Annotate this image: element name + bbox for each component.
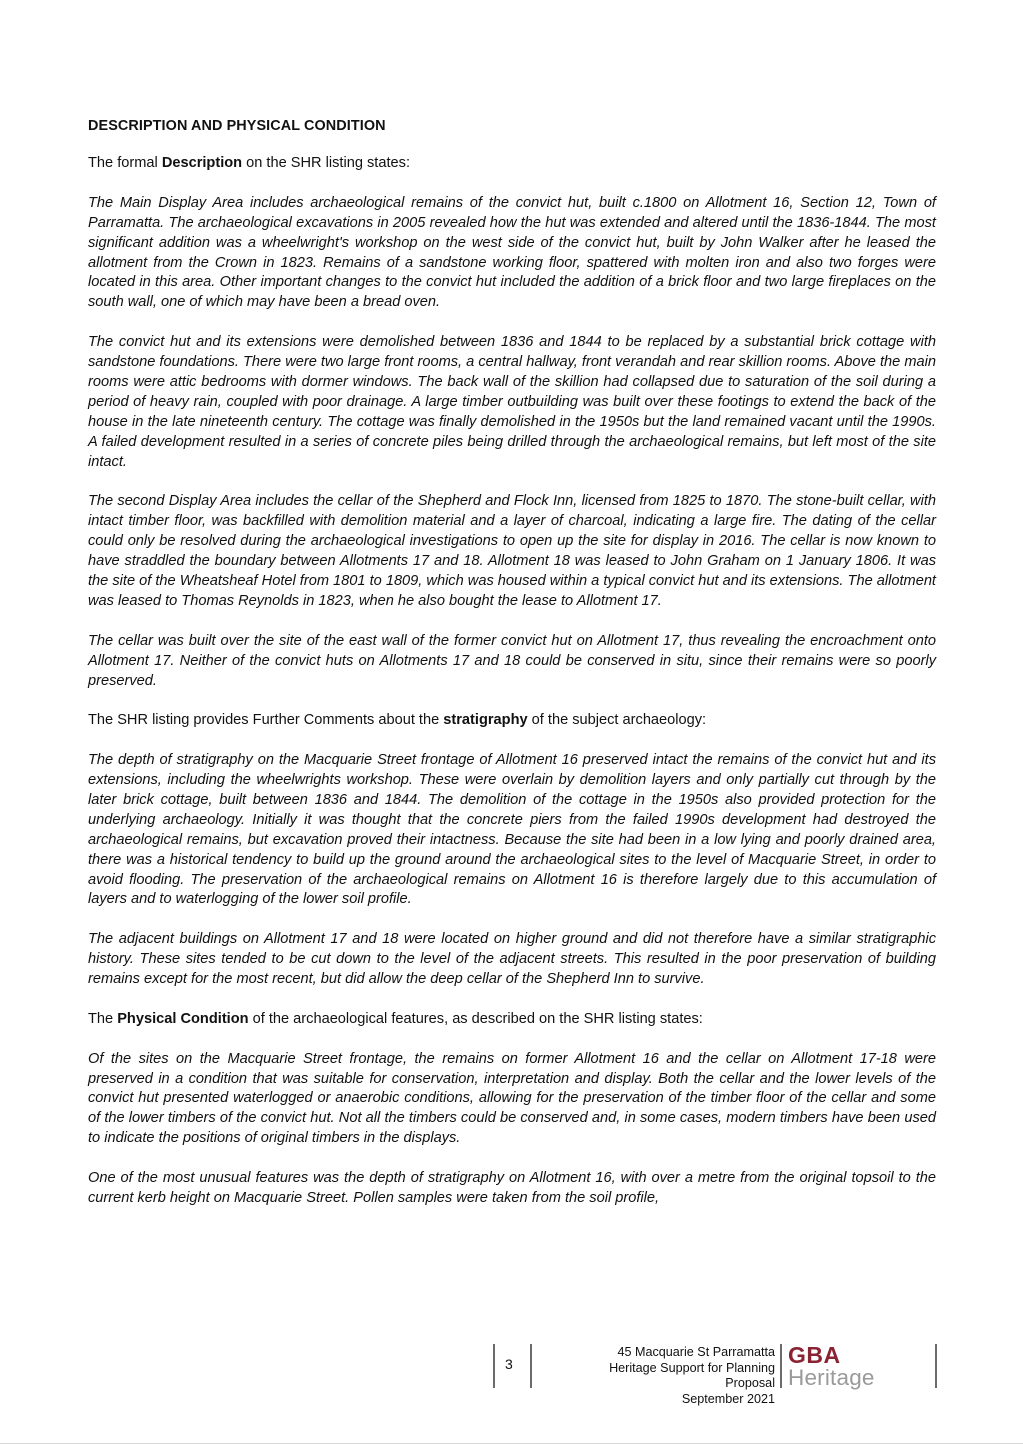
intro-stratigraphy: [88, 711, 936, 731]
page-footer: [0, 1340, 1023, 1406]
document-body: [88, 118, 936, 1229]
intro-bold: Description: [161, 155, 243, 171]
intro-text: of the archaeological features, as described on the SHR listing states:: [248, 1010, 703, 1027]
footer-divider: [530, 1344, 532, 1388]
gba-heritage-logo: [788, 1344, 898, 1389]
quote-paragraph: The convict hut and its extensions were demolished between 1836 and 1844 to be replaced by a substantial brick cottage with sandstone foundations. There were two large front rooms, a central hallway, front verandah and rear skillion rooms. Above the main rooms were attic bedrooms with dormer windows. The back wall of the skillion had collapsed due to saturation of the soil during a period of heavy rain, coupled with poor drainage. A large timber outbuilding was built over these footings to extend the back of the house in the late nineteenth century. The cottage was finally demolished in the 1950s but the land remained vacant until the 1990s. A failed development resulted in a series of concrete piles being drilled through the archaeological remains, but left most of the site intact.: [88, 334, 936, 470]
intro-text: The SHR listing provides Further Comments about the: [88, 712, 444, 729]
footer-divider: [780, 1344, 782, 1388]
intro-condition: [88, 1010, 936, 1030]
footer-divider: [935, 1344, 937, 1388]
doc-info-line: Heritage Support for Planning: [609, 1360, 775, 1375]
quote-paragraph: The second Display Area includes the cellar of the Shepherd and Flock Inn, licensed from 1825 to 1870. The stone-built cellar, with intact timber floor, was backfilled with demolition material and a layer of charcoal, indicating a large fire. The dating of the cellar could only be resolved during the archaeological investigations to open up the site for display in 2016. The cellar is now known to have straddled the boundary between Allotments 17 and 18. Allotment 18 was leased to John Graham on 1 January 1806. It was the site of the Wheatsheaf Hotel from 1801 to 1809, which was housed within a typical convict hut and its extensions. The allotment was leased to Thomas Reynolds in 1823, when he also bought the lease to Allotment 17.: [88, 493, 936, 609]
doc-info-line: September 2021: [681, 1391, 775, 1406]
footer-divider: [493, 1344, 495, 1388]
page-bottom-edge: [0, 1443, 1023, 1444]
quote-paragraph: One of the most unusual features was the depth of stratigraphy on Allotment 16, with over a metre from the original topsoil to the current kerb height on Macquarie Street. Pollen samples were taken from the soil profile,: [88, 1170, 936, 1206]
intro-bold: Physical Condition: [117, 1010, 249, 1027]
intro-description: [88, 154, 936, 174]
document-info: [560, 1345, 775, 1407]
intro-text: of the subject archaeology:: [527, 712, 707, 729]
quote-paragraph: The Main Display Area includes archaeological remains of the convict hut, built c.1800 on Allotment 16, Section 12, Town of Parramatta. The archaeological excavations in 2005 revealed how the hut was extended and altered until the 1836-1844. The most significant addition was a wheelwright's workshop on the west side of the convict hut, built by John Walker after he leased the allotment from the Crown in 1823. Remains of a sandstone working floor, spattered with molten iron and also two forges were located in this area. Other important changes to the convict hut included the addition of a brick floor and two large fireplaces on the south wall, one of which may have been a bread oven.: [88, 194, 936, 311]
intro-text: on the SHR listing states:: [242, 155, 411, 171]
logo-heritage-text: Heritage: [788, 1365, 875, 1390]
intro-text: The: [88, 1010, 118, 1027]
page-number: 3: [505, 1356, 513, 1372]
intro-text: The formal: [88, 155, 162, 171]
quote-paragraph: The adjacent buildings on Allotment 17 and 18 were located on higher ground and did not therefore have a similar stratigraphic history. These sites tended to be cut down to the level of the adjacent streets. This resulted in the poor preservation of building remains except for the most recent, but did allow the deep cellar of the Shepherd Inn to survive.: [88, 931, 936, 988]
quote-paragraph: The depth of stratigraphy on the Macquarie Street frontage of Allotment 16 preserved intact the remains of the convict hut and its extensions, including the wheelwrights workshop. These were overlain by demolition layers and only partially cut through by the later brick cottage, built between 1836 and 1844. The demolition of the cottage in the 1950s also provided protection for the underlying archaeology. Initially it was thought that the concrete piers from the failed 1990s development had destroyed the archaeological remains, but excavation proved their intactness. Because the site had been in a low lying and poorly drained area, there was a historical tendency to build up the ground around the archaeological sites to the level of Macquarie Street, in order to avoid flooding. The preservation of the archaeological remains on Allotment 16 is therefore largely due to this accumulation of layers and to waterlogging of the lower soil profile.: [88, 752, 936, 908]
section-heading: DESCRIPTION AND PHYSICAL CONDITION: [88, 118, 386, 134]
doc-info-line: 45 Macquarie St Parramatta: [617, 1345, 775, 1359]
quote-paragraph: Of the sites on the Macquarie Street frontage, the remains on former Allotment 16 and the cellar on Allotment 17-18 were preserved in a condition that was suitable for conservation, interpretation and display. Both the cellar and the lower levels of the convict hut presented waterlogged or anaerobic conditions, allowing for the preservation of the timber floor of the cellar and some of the lower timbers of the convict hut. Not all the timbers could be conserved and, in some cases, modern timbers have been used to indicate the positions of original timbers in the displays.: [88, 1050, 936, 1147]
intro-bold: stratigraphy: [443, 712, 528, 729]
quote-paragraph: The cellar was built over the site of the east wall of the former convict hut on Allotment 17, thus revealing the encroachment onto Allotment 17. Neither of the convict huts on Allotments 17 and 18 could be conserved in situ, since their remains were so poorly preserved.: [88, 632, 936, 689]
logo-gba-text: GBA: [788, 1342, 841, 1368]
doc-info-line: Proposal: [725, 1376, 775, 1391]
